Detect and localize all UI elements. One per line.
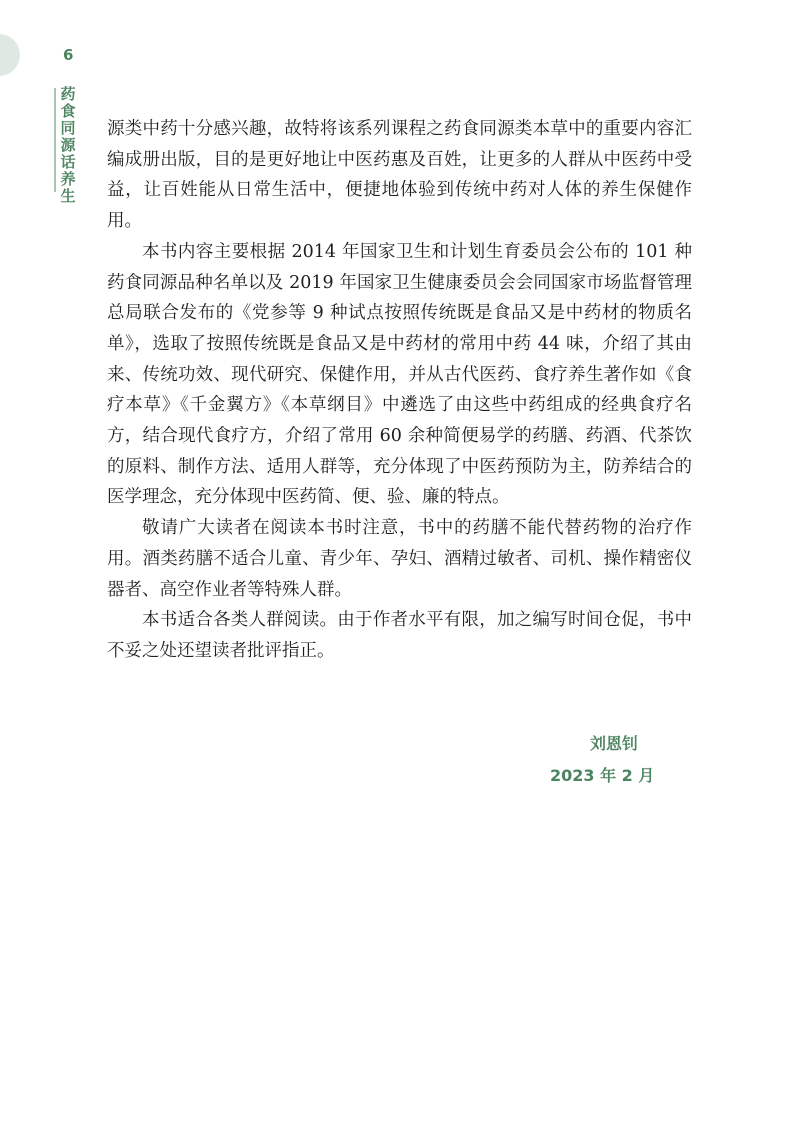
signature-date: 2023 年 2 月 <box>550 766 655 785</box>
running-title-rule <box>54 88 56 192</box>
page-number: 6 <box>63 46 74 64</box>
preface-body <box>107 114 692 667</box>
page-tab-marker <box>0 34 20 76</box>
signature-author: 刘恩钊 <box>590 734 639 753</box>
running-title: 药食同源话养生 <box>60 85 76 205</box>
paragraph-1: 源类中药十分感兴趣，故特将该系列课程之药食同源类本草中的重要内容汇编成册出版，目的是更好地让中医药惠及百姓，让更多的人群从中医药中受益，让百姓能从日常生活中，便捷地体验到传统中药对人体的养生保健作用。 <box>107 119 692 232</box>
paragraph-4: 本书适合各类人群阅读。由于作者水平有限，加之编写时间仓促，书中不妥之处还望读者批评指正。 <box>107 610 692 661</box>
paragraph-2: 本书内容主要根据 2014 年国家卫生和计划生育委员会公布的 101 种药食同源品种名单以及 2019 年国家卫生健康委员会会同国家市场监督管理总局联合发布的《党参等 9 种试点按照传统既是食品又是中药材的物质名单》，选取了按照传统既是食品又是中药材的常用中药 44 味，介绍了其由来、传统功效、现代研究、保健作用，并从古代医药、食疗养生著作如《食疗本草》《千金翼方》《本草纲目》中遴选了由这些中药组成的经典食疗名方，结合现代食疗方，介绍了常用 60 余种简便易学的药膳、药酒、代茶饮的原料、制作方法、适用人群等，充分体现了中医药预防为主，防养结合的医学理念，充分体现中医药简、便、验、廉的特点。 <box>107 241 692 508</box>
paragraph-3: 敬请广大读者在阅读本书时注意，书中的药膳不能代替药物的治疗作用。酒类药膳不适合儿童、青少年、孕妇、酒精过敏者、司机、操作精密仪器者、高空作业者等特殊人群。 <box>107 518 692 600</box>
